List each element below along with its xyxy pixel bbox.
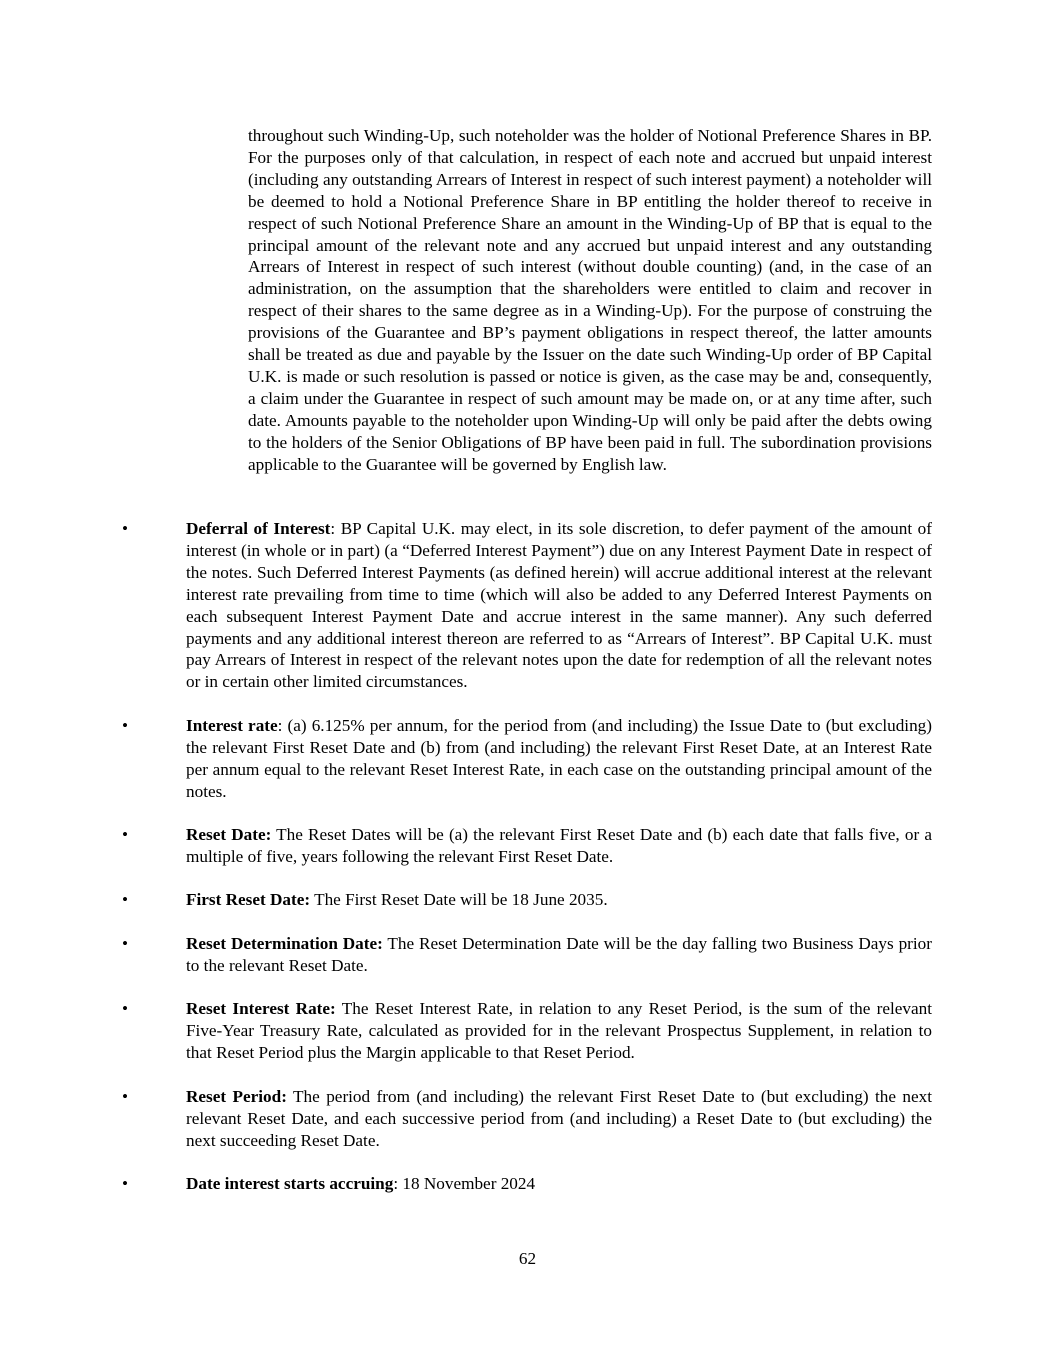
list-item-body: The Reset Determination Date will be the day falling two Business Days prior to the relevant Reset Date. <box>186 934 932 975</box>
list-item-body: : BP Capital U.K. may elect, in its sole discretion, to defer payment of the amount of interest (in whole or in part) (a “Deferred Interest Payment”) due on any Interest Payment Date in respect of the notes. Such Deferred Interest Payments (as defined herein) will accrue additional interest at the relevant interest rate prevailing from time to time (which will also be added to any Deferred Interest Payments on each subsequent Interest Payment Date and accrue interest in the same manner). Any such deferred payments and any additional interest thereon are referred to as “Arrears of Interest”. BP Capital U.K. must pay Arrears of Interest in respect of the relevant notes upon the date for redemption of all the relevant notes or in certain other limited circumstances. <box>186 519 933 692</box>
list-item-text <box>186 715 932 803</box>
bullet-icon: • <box>122 519 129 538</box>
list-item-text <box>186 1173 932 1195</box>
bullet-icon: • <box>122 999 129 1018</box>
list-item-body: : 18 November 2024 <box>393 1174 536 1193</box>
list-item-term: Reset Date: <box>186 825 272 844</box>
bullet-icon: • <box>122 934 129 953</box>
bullet-icon: • <box>122 716 129 735</box>
list-item-term: Date interest starts accruing <box>186 1174 394 1193</box>
list-item-term: Reset Period: <box>186 1087 287 1106</box>
list-item-term: Reset Determination Date: <box>186 934 383 953</box>
list-item-body: The First Reset Date will be 18 June 2035. <box>310 890 608 909</box>
list-item-body: The Reset Interest Rate, in relation to any Reset Period, is the sum of the relevant Five-Year Treasury Rate, calculated as provided for in the relevant Prospectus Supplement, in relation to that Reset Period plus the Margin applicable to that Reset Period. <box>186 999 932 1062</box>
list-item-text <box>186 518 932 693</box>
list-item-text <box>186 933 932 977</box>
list-item-term: Interest rate <box>186 716 278 735</box>
continuation-paragraph: throughout such Winding-Up, such noteholder was the holder of Notional Preference Shares in BP. For the purposes only of that calculation, in respect of each note and accrued but unpaid interest (including any outstanding Arrears of Interest in respect of such interest payment) a noteholder will be deemed to hold a Notional Preference Share in BP entitling the holder thereof to receive in respect of such Notional Preference Share an amount in the Winding-Up of BP that is equal to the principal amount of the relevant note and any accrued but unpaid interest and any outstanding Arrears of Interest in respect of such interest (without double counting) (and, in the case of an administration, on the assumption that the shareholders were entitled to claim and recover in respect of their shares to the same degree as in a Winding-Up). For the purpose of construing the provisions of the Guarantee and BP’s payment obligations in respect thereof, the latter amounts shall be treated as due and payable by the Issuer on the date such Winding-Up order of BP Capital U.K. is made or such resolution is passed or notice is given, as the case may be and, consequently, a claim under the Guarantee in respect of such amount may be made on, or at any time after, such date. Amounts payable to the noteholder upon Winding-Up will only be paid after the debts owing to the holders of the Senior Obligations of BP have been paid in full. The subordination provisions applicable to the Guarantee will be governed by English law. <box>248 126 932 474</box>
page-number: 62 <box>518 1249 537 1268</box>
bullet-icon: • <box>122 1174 129 1193</box>
list-item-body: The Reset Dates will be (a) the relevant First Reset Date and (b) each date that falls five, or a multiple of five, years following the relevant First Reset Date. <box>186 825 932 866</box>
list-item-text <box>186 889 932 911</box>
list-item-body: The period from (and including) the relevant First Reset Date to (but excluding) the next relevant Reset Date, and each successive period from (and including) a Reset Date to (but excluding) the next succeeding Reset Date. <box>186 1087 932 1150</box>
list-item-term: Reset Interest Rate: <box>186 999 336 1018</box>
list-item-term: First Reset Date: <box>186 890 311 909</box>
list-item-text <box>186 1086 932 1152</box>
list-item-body: : (a) 6.125% per annum, for the period from (and including) the Issue Date to (but excluding) the relevant First Reset Date and (b) from (and including) the relevant First Reset Date, at an Interest Rate per annum equal to the relevant Reset Interest Rate, in each case on the outstanding principal amount of the notes. <box>186 716 932 801</box>
bullet-icon: • <box>122 890 129 909</box>
bullet-icon: • <box>122 1087 129 1106</box>
list-item-term: Deferral of Interest <box>186 519 331 538</box>
list-item-text <box>186 824 932 868</box>
list-item-text <box>186 998 932 1064</box>
bullet-icon: • <box>122 825 129 844</box>
